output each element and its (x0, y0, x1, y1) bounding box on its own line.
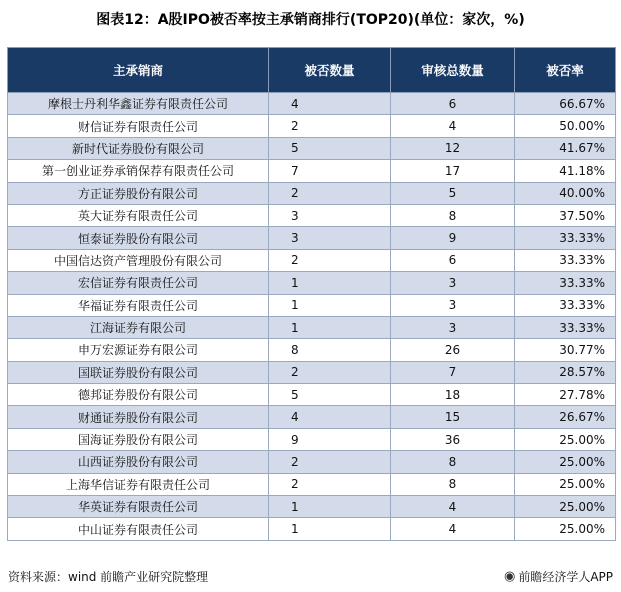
cell-total-reviewed: 36 (391, 428, 515, 450)
cell-rejection-rate: 41.67% (515, 137, 616, 159)
cell-rejected-count: 2 (269, 361, 391, 383)
cell-rejected-count: 3 (269, 204, 391, 226)
cell-rejected-count: 3 (269, 227, 391, 249)
cell-underwriter: 恒泰证券股份有限公司 (8, 227, 269, 249)
cell-underwriter: 中国信达资产管理股份有限公司 (8, 249, 269, 271)
cell-rejected-count: 2 (269, 473, 391, 495)
cell-total-reviewed: 15 (391, 406, 515, 428)
cell-rejection-rate: 25.00% (515, 518, 616, 540)
cell-rejected-count: 1 (269, 294, 391, 316)
cell-rejected-count: 5 (269, 384, 391, 406)
cell-underwriter: 第一创业证券承销保荐有限责任公司 (8, 160, 269, 182)
cell-underwriter: 国联证券股份有限公司 (8, 361, 269, 383)
table-row (8, 249, 616, 271)
cell-underwriter: 宏信证券有限责任公司 (8, 272, 269, 294)
cell-total-reviewed: 18 (391, 384, 515, 406)
cell-rejected-count: 1 (269, 518, 391, 540)
cell-rejected-count: 7 (269, 160, 391, 182)
brand-mark (504, 568, 613, 585)
table-row (8, 406, 616, 428)
cell-total-reviewed: 8 (391, 473, 515, 495)
table-row (8, 93, 616, 115)
cell-rejected-count: 2 (269, 451, 391, 473)
wechat-like-icon: ◉ (503, 569, 516, 584)
cell-rejection-rate: 27.78% (515, 384, 616, 406)
cell-rejection-rate: 33.33% (515, 227, 616, 249)
cell-rejection-rate: 40.00% (515, 182, 616, 204)
cell-rejection-rate: 33.33% (515, 316, 616, 338)
cell-rejection-rate: 33.33% (515, 272, 616, 294)
cell-underwriter: 江海证券有限公司 (8, 316, 269, 338)
table-row (8, 294, 616, 316)
table-row (8, 227, 616, 249)
cell-total-reviewed: 3 (391, 316, 515, 338)
cell-total-reviewed: 4 (391, 496, 515, 518)
cell-underwriter: 国海证券股份有限公司 (8, 428, 269, 450)
cell-rejected-count: 4 (269, 93, 391, 115)
table-row (8, 137, 616, 159)
cell-rejected-count: 5 (269, 137, 391, 159)
cell-underwriter: 华英证券有限责任公司 (8, 496, 269, 518)
cell-total-reviewed: 9 (391, 227, 515, 249)
table-row (8, 160, 616, 182)
cell-rejection-rate: 26.67% (515, 406, 616, 428)
cell-rejected-count: 1 (269, 272, 391, 294)
cell-underwriter: 财信证券有限责任公司 (8, 115, 269, 137)
cell-total-reviewed: 3 (391, 294, 515, 316)
cell-rejected-count: 8 (269, 339, 391, 361)
cell-total-reviewed: 17 (391, 160, 515, 182)
table-row (8, 361, 616, 383)
cell-underwriter: 英大证券有限责任公司 (8, 204, 269, 226)
cell-rejection-rate: 50.00% (515, 115, 616, 137)
cell-total-reviewed: 7 (391, 361, 515, 383)
cell-underwriter: 上海华信证券有限责任公司 (8, 473, 269, 495)
cell-rejection-rate: 25.00% (515, 473, 616, 495)
cell-total-reviewed: 8 (391, 451, 515, 473)
table-row (8, 384, 616, 406)
table-row (8, 316, 616, 338)
cell-rejected-count: 4 (269, 406, 391, 428)
cell-total-reviewed: 4 (391, 518, 515, 540)
cell-rejected-count: 1 (269, 316, 391, 338)
table-row (8, 339, 616, 361)
table-row (8, 182, 616, 204)
cell-rejection-rate: 25.00% (515, 496, 616, 518)
cell-total-reviewed: 5 (391, 182, 515, 204)
table-row (8, 428, 616, 450)
cell-total-reviewed: 26 (391, 339, 515, 361)
cell-underwriter: 申万宏源证券有限公司 (8, 339, 269, 361)
cell-total-reviewed: 4 (391, 115, 515, 137)
table-row (8, 204, 616, 226)
header-underwriter: 主承销商 (8, 48, 269, 93)
cell-rejection-rate: 41.18% (515, 160, 616, 182)
cell-rejection-rate: 33.33% (515, 294, 616, 316)
cell-total-reviewed: 6 (391, 93, 515, 115)
cell-rejected-count: 2 (269, 249, 391, 271)
cell-total-reviewed: 8 (391, 204, 515, 226)
table-row (8, 473, 616, 495)
cell-underwriter: 德邦证券股份有限公司 (8, 384, 269, 406)
cell-total-reviewed: 12 (391, 137, 515, 159)
cell-rejection-rate: 30.77% (515, 339, 616, 361)
cell-rejected-count: 9 (269, 428, 391, 450)
header-rejected-count: 被否数量 (269, 48, 391, 93)
cell-total-reviewed: 3 (391, 272, 515, 294)
table-row (8, 272, 616, 294)
cell-underwriter: 方正证券股份有限公司 (8, 182, 269, 204)
cell-underwriter: 新时代证券股份有限公司 (8, 137, 269, 159)
cell-underwriter: 中山证券有限责任公司 (8, 518, 269, 540)
cell-underwriter: 财通证券股份有限公司 (8, 406, 269, 428)
cell-rejection-rate: 28.57% (515, 361, 616, 383)
table-row (8, 115, 616, 137)
table-row (8, 451, 616, 473)
cell-rejected-count: 2 (269, 182, 391, 204)
header-rejection-rate: 被否率 (515, 48, 616, 93)
chart-title: 图表12：A股IPO被否率按主承销商排行(TOP20)(单位：家次，%) (96, 12, 525, 28)
table-row (8, 496, 616, 518)
source-note: 资料来源：wind 前瞻产业研究院整理 (8, 570, 209, 584)
cell-total-reviewed: 6 (391, 249, 515, 271)
cell-underwriter: 摩根士丹利华鑫证券有限责任公司 (8, 93, 269, 115)
cell-rejection-rate: 25.00% (515, 451, 616, 473)
cell-rejection-rate: 33.33% (515, 249, 616, 271)
table-header-row (8, 48, 616, 93)
cell-underwriter: 华福证券有限责任公司 (8, 294, 269, 316)
cell-rejection-rate: 66.67% (515, 93, 616, 115)
cell-rejected-count: 1 (269, 496, 391, 518)
cell-rejected-count: 2 (269, 115, 391, 137)
cell-rejection-rate: 37.50% (515, 204, 616, 226)
table-row (8, 518, 616, 540)
cell-rejection-rate: 25.00% (515, 428, 616, 450)
brand-label: 前瞻经济学人APP (518, 570, 613, 584)
header-total-reviewed: 审核总数量 (391, 48, 515, 93)
ranking-table (7, 47, 616, 541)
cell-underwriter: 山西证券股份有限公司 (8, 451, 269, 473)
